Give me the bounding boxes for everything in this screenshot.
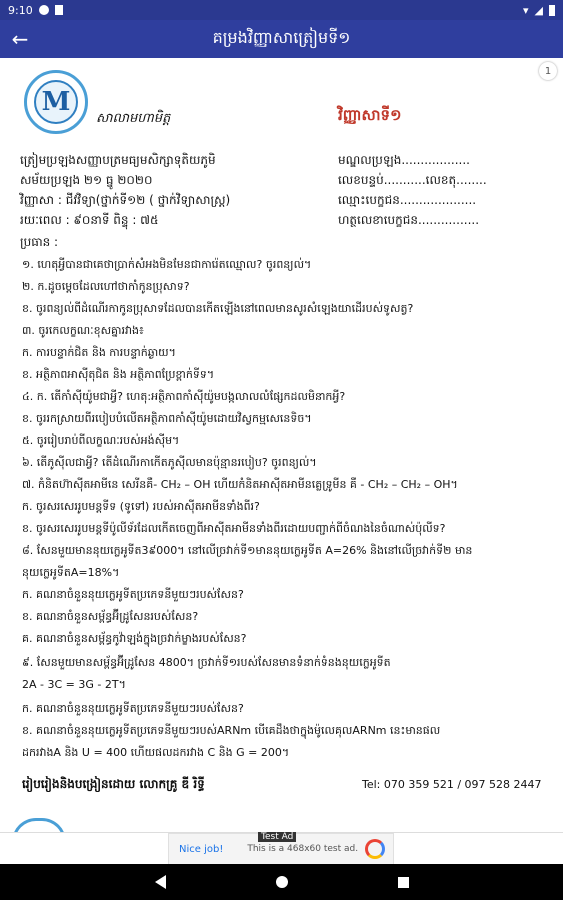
question-line: ៧. កំនិតហ៊ាស៊ីតអាមីនេ សេរីនគឺ- CH₂ – OH ហើយកំនិតអាស៊ីតអាមីនគ្លេទ្រូមីន គឺ - CH₂ – CH₂ – OH។	[22, 478, 458, 491]
back-icon[interactable]	[155, 875, 166, 889]
question-line: ខ. ចូរពន្យល់ពីដំណើរកាកូនប្រុសាទដែលបានកើតឡើងនៅពេលមានសូរសំឡេងយាដើរបស់ទូសត្វ?	[22, 302, 414, 315]
question-line: ខ. ចូររកស្រាយពីរបៀបបំលើតអត្ថិភាពកាំសុីយ៉ូមដោយវិស្វកម្មសេនេទិច។	[22, 412, 312, 425]
header-right-line: ហត្ថលេខាបេក្ខជន................	[338, 213, 480, 227]
recents-icon[interactable]	[398, 877, 409, 888]
school-logo: M	[24, 70, 88, 134]
status-bar	[0, 0, 563, 20]
battery-icon	[549, 5, 555, 16]
ad-text: This is a 468x60 test ad.	[247, 844, 359, 854]
contact-phone: Tel: 070 359 521 / 097 528 2447	[362, 778, 542, 791]
question-line: ក. ចូរសរសេររូបមន្តទីទ (ទូទៅ) របស់អាស៊ីតអាមីនទាំងពីរ?	[22, 500, 260, 513]
notification-icon	[39, 5, 49, 15]
page-number-badge: 1	[539, 62, 557, 80]
header-right-line: ឈ្មោះបេក្ខជន....................	[338, 193, 477, 207]
document-viewer[interactable]	[0, 58, 563, 832]
signal-icon: ◢	[534, 3, 543, 17]
ad-headline: Nice job!	[179, 843, 224, 855]
header-left-line: វិញ្ញាសា : ជីវវិទ្យា(ថ្នាក់ទី១២ ( ថ្នាក់វិទ្យាសាស្ត្រ)	[20, 193, 231, 207]
arrow-left-icon: ←	[11, 27, 29, 51]
question-line: ៥. ចូររៀបរាប់ពីលក្ខណៈរបស់អង់ស៊ីម។	[22, 434, 180, 447]
question-line: ខ. គណនាចំនួនសម្ព័ន្ធអ៊ីដ្រូសែនរបស់សែន?	[22, 610, 199, 623]
question-line: ៤. ក. តើកាំសុីយ៉ូមជាអ្វី? ហេតុ:អត្ថិភាពកាំសុីយ៉ូមបង្កលាលលំផ្សែកដលមិនាកអ្វី?	[22, 390, 346, 403]
header-left-line: សម័យប្រឡង ២១ ធ្នូ ២០២០	[20, 173, 153, 187]
wifi-icon: ▾	[523, 3, 529, 17]
question-line: ៣. ចូរកេលក្ខណៈខុសគ្នារវាង៖	[22, 324, 144, 337]
ad-label: Test Ad	[258, 832, 296, 842]
school-name: សាលាមហាមិត្ត	[96, 111, 171, 126]
author-credit: រៀបរៀងនិងបង្រៀនដោយ លោកគ្រូ ឌី រិទ្ធី	[22, 777, 205, 791]
question-line: ខ. គណនាចំនួននុយក្លេអូទីតប្រភេទនីមួយៗរបស់ARNm បើគេដឹងថាក្នុងម៉ូលេគុលARNm នេះមានផល	[22, 724, 441, 737]
header-right-line: លេខបន្ទប់...........លេខតុ........	[338, 173, 487, 187]
header-left-line: រយៈពេល : ៩០នាទី ពិន្ទុ : ៧៥	[20, 213, 159, 227]
next-page-logo	[12, 818, 66, 832]
question-line: ខ. ចូរសរសេររូបមន្តទីប៉ូលីទ័រដែលកើតចេញពីអាស៊ីតអាមីនទាំងពីរដោយបញ្ជាក់ពីចំណងនៃចំណាស់ប៉ុលីទ?	[22, 522, 446, 535]
system-nav-bar	[0, 864, 563, 900]
back-button[interactable]	[0, 20, 40, 58]
sd-card-icon	[55, 5, 63, 15]
question-line: គ. គណនាចំនួនសម្ព័ន្ធកូវ៉ាឡង់ក្នុងច្រវាក់ម្ខាងរបស់សែន?	[22, 632, 247, 645]
question-line: ៨. សែនមួយមាននុយក្លេអូទីត3៩000។ នៅលើច្រវាក់ទី១មាននុយក្លេអូទីត A=26% និងនៅលើច្រវាក់ទី២ មាន	[22, 544, 473, 557]
question-line: ២. ក.ដូចម្តេចដែលហៅថាកាំកូនប្រុសាទ?	[22, 280, 190, 293]
app-bar	[0, 20, 563, 58]
question-line: ៩. សែនមួយមានសម្ព័ន្ធអ៊ីដ្រូសែន 4800។ ច្រវាក់ទី១របស់សែនមានទំនាក់ទំនងនុយក្លេអូទីត	[22, 656, 391, 669]
question-line: 2A - 3C = 3G - 2T។	[22, 678, 126, 691]
question-line: ដករវាងA និង U = 400 ហើយផលដករវាង C និង G = 200។	[22, 746, 290, 759]
question-line: ក. ការបន្ទាក់ជិត និង ការបន្ទាក់ឆ្ងាយ។	[22, 346, 176, 359]
exam-title: វិញ្ញាសាទី១	[338, 106, 402, 124]
page-title: គម្រងវិញ្ញាសាត្រៀមទី១	[212, 28, 351, 47]
question-line: ១. ហេតុអ្វីបានជាគេថាប្រាក់សំអងមិនមែនជាការ៉េតឈ្មោល? ចូរពន្យល់។	[22, 258, 312, 271]
question-line: នុយក្លេអូទីតA=18%។	[22, 566, 120, 579]
status-time: 9:10	[8, 3, 33, 17]
header-right-line: មណ្ឌលប្រឡង..................	[338, 153, 470, 167]
question-line: ៦. តើភូស៊ីលជាអ្វី? តើដំណើរកាកើតភូស៊ីលមានប៉ុន្មានរបៀប? ចូរពន្យល់។	[22, 456, 317, 469]
header-left-line: ប្រធាន :	[20, 235, 59, 249]
ad-banner[interactable]	[0, 832, 563, 864]
question-line: ក. គណនាចំនួននុយក្លេអូទីតប្រភេទនីមួយៗរបស់សែន?	[22, 702, 244, 715]
home-icon[interactable]	[276, 876, 288, 888]
question-line: ក. គណនាចំនួននុយក្លេអូទីតប្រភេទនីមួយៗរបស់សែន?	[22, 588, 244, 601]
header-left-line: ត្រៀមប្រឡងសញ្ញាបត្រមធ្យមសិក្សាទុតិយភូមិ	[20, 153, 216, 167]
question-line: ខ. អត្ថិភាពអាសុីតុជិត និង អត្ថិភាពប្រែខ្ពាក់ទីទ។	[22, 368, 215, 381]
ad-logo-icon	[365, 839, 385, 859]
